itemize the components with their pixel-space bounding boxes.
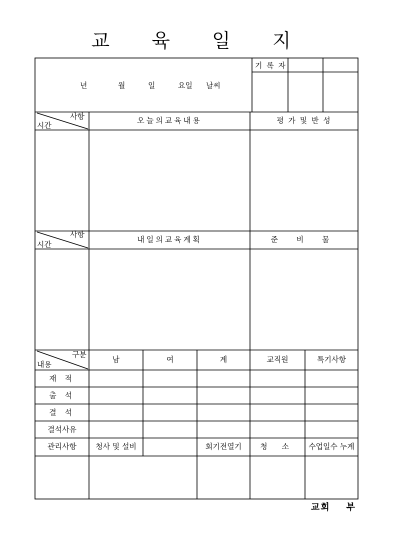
col-female: 여 xyxy=(166,355,174,364)
row-enrolled: 재 적 xyxy=(49,374,75,383)
section2-corner-top: 사항 xyxy=(70,230,85,239)
section1-corner-top: 사항 xyxy=(70,112,85,121)
footer-department: 부 xyxy=(346,503,356,513)
col-male: 남 xyxy=(112,355,120,364)
evaluation-header: 평 가 및 반 성 xyxy=(276,116,332,125)
management-facilities: 청사 및 설비 xyxy=(95,442,137,451)
col-notes: 특기사항 xyxy=(317,355,346,364)
row-absence: 결 석 xyxy=(49,408,75,417)
footer-church: 교회 xyxy=(310,503,331,513)
today-content-header: 오늘의교육내용 xyxy=(137,116,202,125)
row-attendance: 출 석 xyxy=(49,391,75,400)
management-heater: 회기전열기 xyxy=(205,442,242,451)
stats-corner-top: 구분 xyxy=(72,350,87,359)
col-total: 계 xyxy=(219,355,228,364)
stats-corner-bottom: 내용 xyxy=(37,360,52,369)
management-label: 관리사항 xyxy=(47,442,77,451)
section2-corner-bottom: 시간 xyxy=(37,240,52,249)
month-label: 월 xyxy=(118,81,126,90)
weekday-label: 요일 xyxy=(178,81,193,90)
year-label: 년 xyxy=(80,81,88,90)
section1-corner-bottom: 시간 xyxy=(37,121,52,130)
col-staff: 교직원 xyxy=(266,355,289,364)
management-class-days: 수업일수 누계 xyxy=(308,442,355,451)
day-label: 일 xyxy=(148,81,156,90)
tomorrow-plan-header: 내일의교육계획 xyxy=(137,235,202,244)
page-title: 교 육 일 지 xyxy=(91,30,309,52)
management-cleaning: 청 소 xyxy=(260,442,295,451)
recorder-label: 기 록 자 xyxy=(255,61,287,70)
footer-signature xyxy=(311,500,356,513)
weather-label: 날씨 xyxy=(206,81,221,90)
row-absence-reason: 결석사유 xyxy=(47,425,77,434)
preparation-header: 준 비 물 xyxy=(270,235,338,244)
